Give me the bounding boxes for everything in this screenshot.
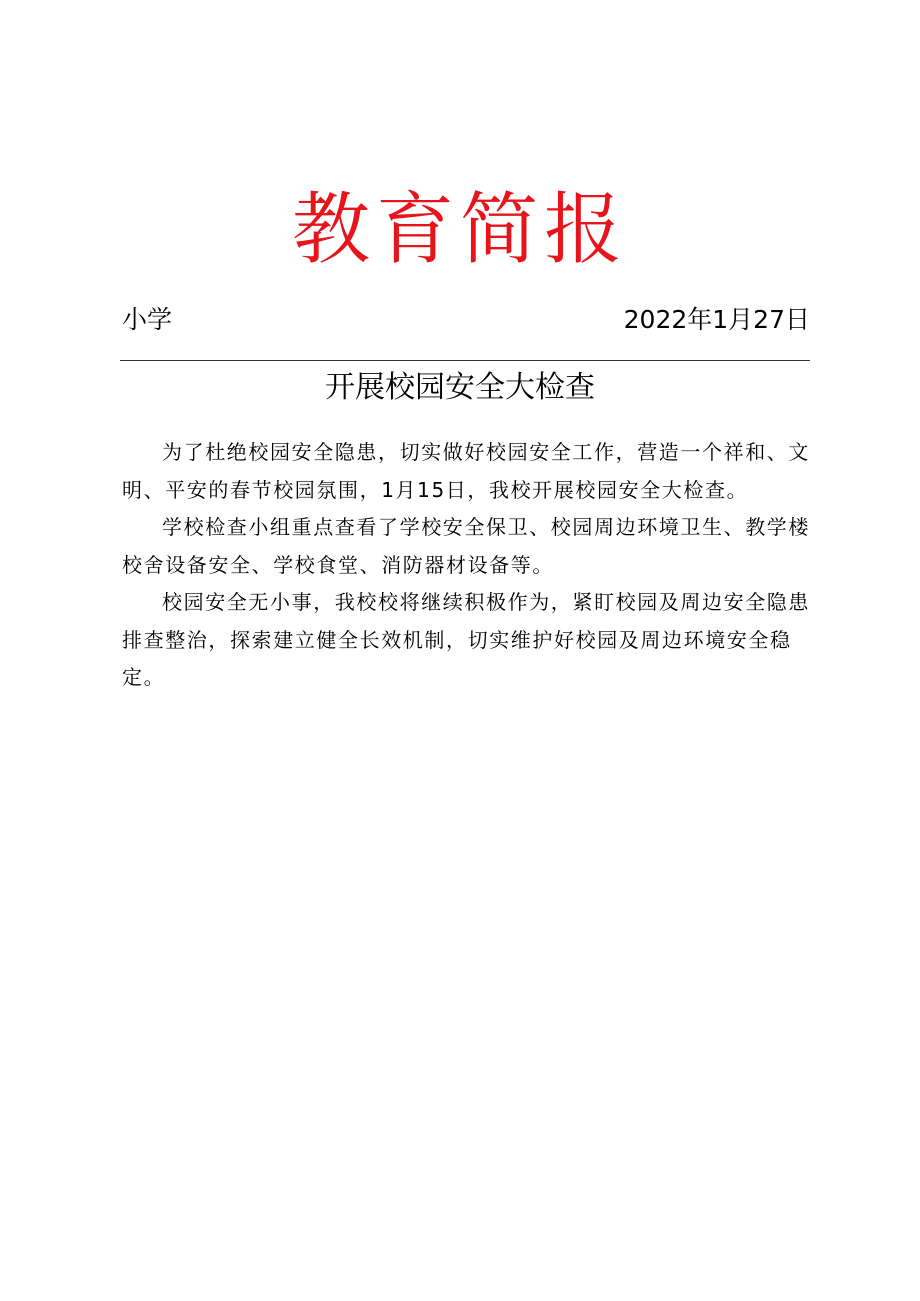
meta-row: [122, 300, 810, 340]
issue-date: 2022年1月27日: [623, 305, 810, 334]
article-paragraph: 为了杜绝校园安全隐患，切实做好校园安全工作，营造一个祥和、文明、平安的春节校园氛围，1月15日，我校开展校园安全大检查。: [122, 440, 810, 502]
article-headline: 开展校园安全大检查: [325, 370, 595, 405]
header-divider: [120, 360, 810, 361]
article-body: [122, 434, 810, 697]
school-name: 小学: [122, 305, 173, 334]
masthead-title: 教育简报: [291, 185, 628, 275]
article-paragraph: 学校检查小组重点查看了学校安全保卫、校园周边环境卫生、教学楼校舍设备安全、学校食堂、消防器材设备等。: [122, 515, 810, 577]
article-paragraph: 校园安全无小事，我校校将继续积极作为，紧盯校园及周边安全隐患排查整治，探索建立健全长效机制，切实维护好校园及周边环境安全稳定。: [122, 590, 810, 689]
